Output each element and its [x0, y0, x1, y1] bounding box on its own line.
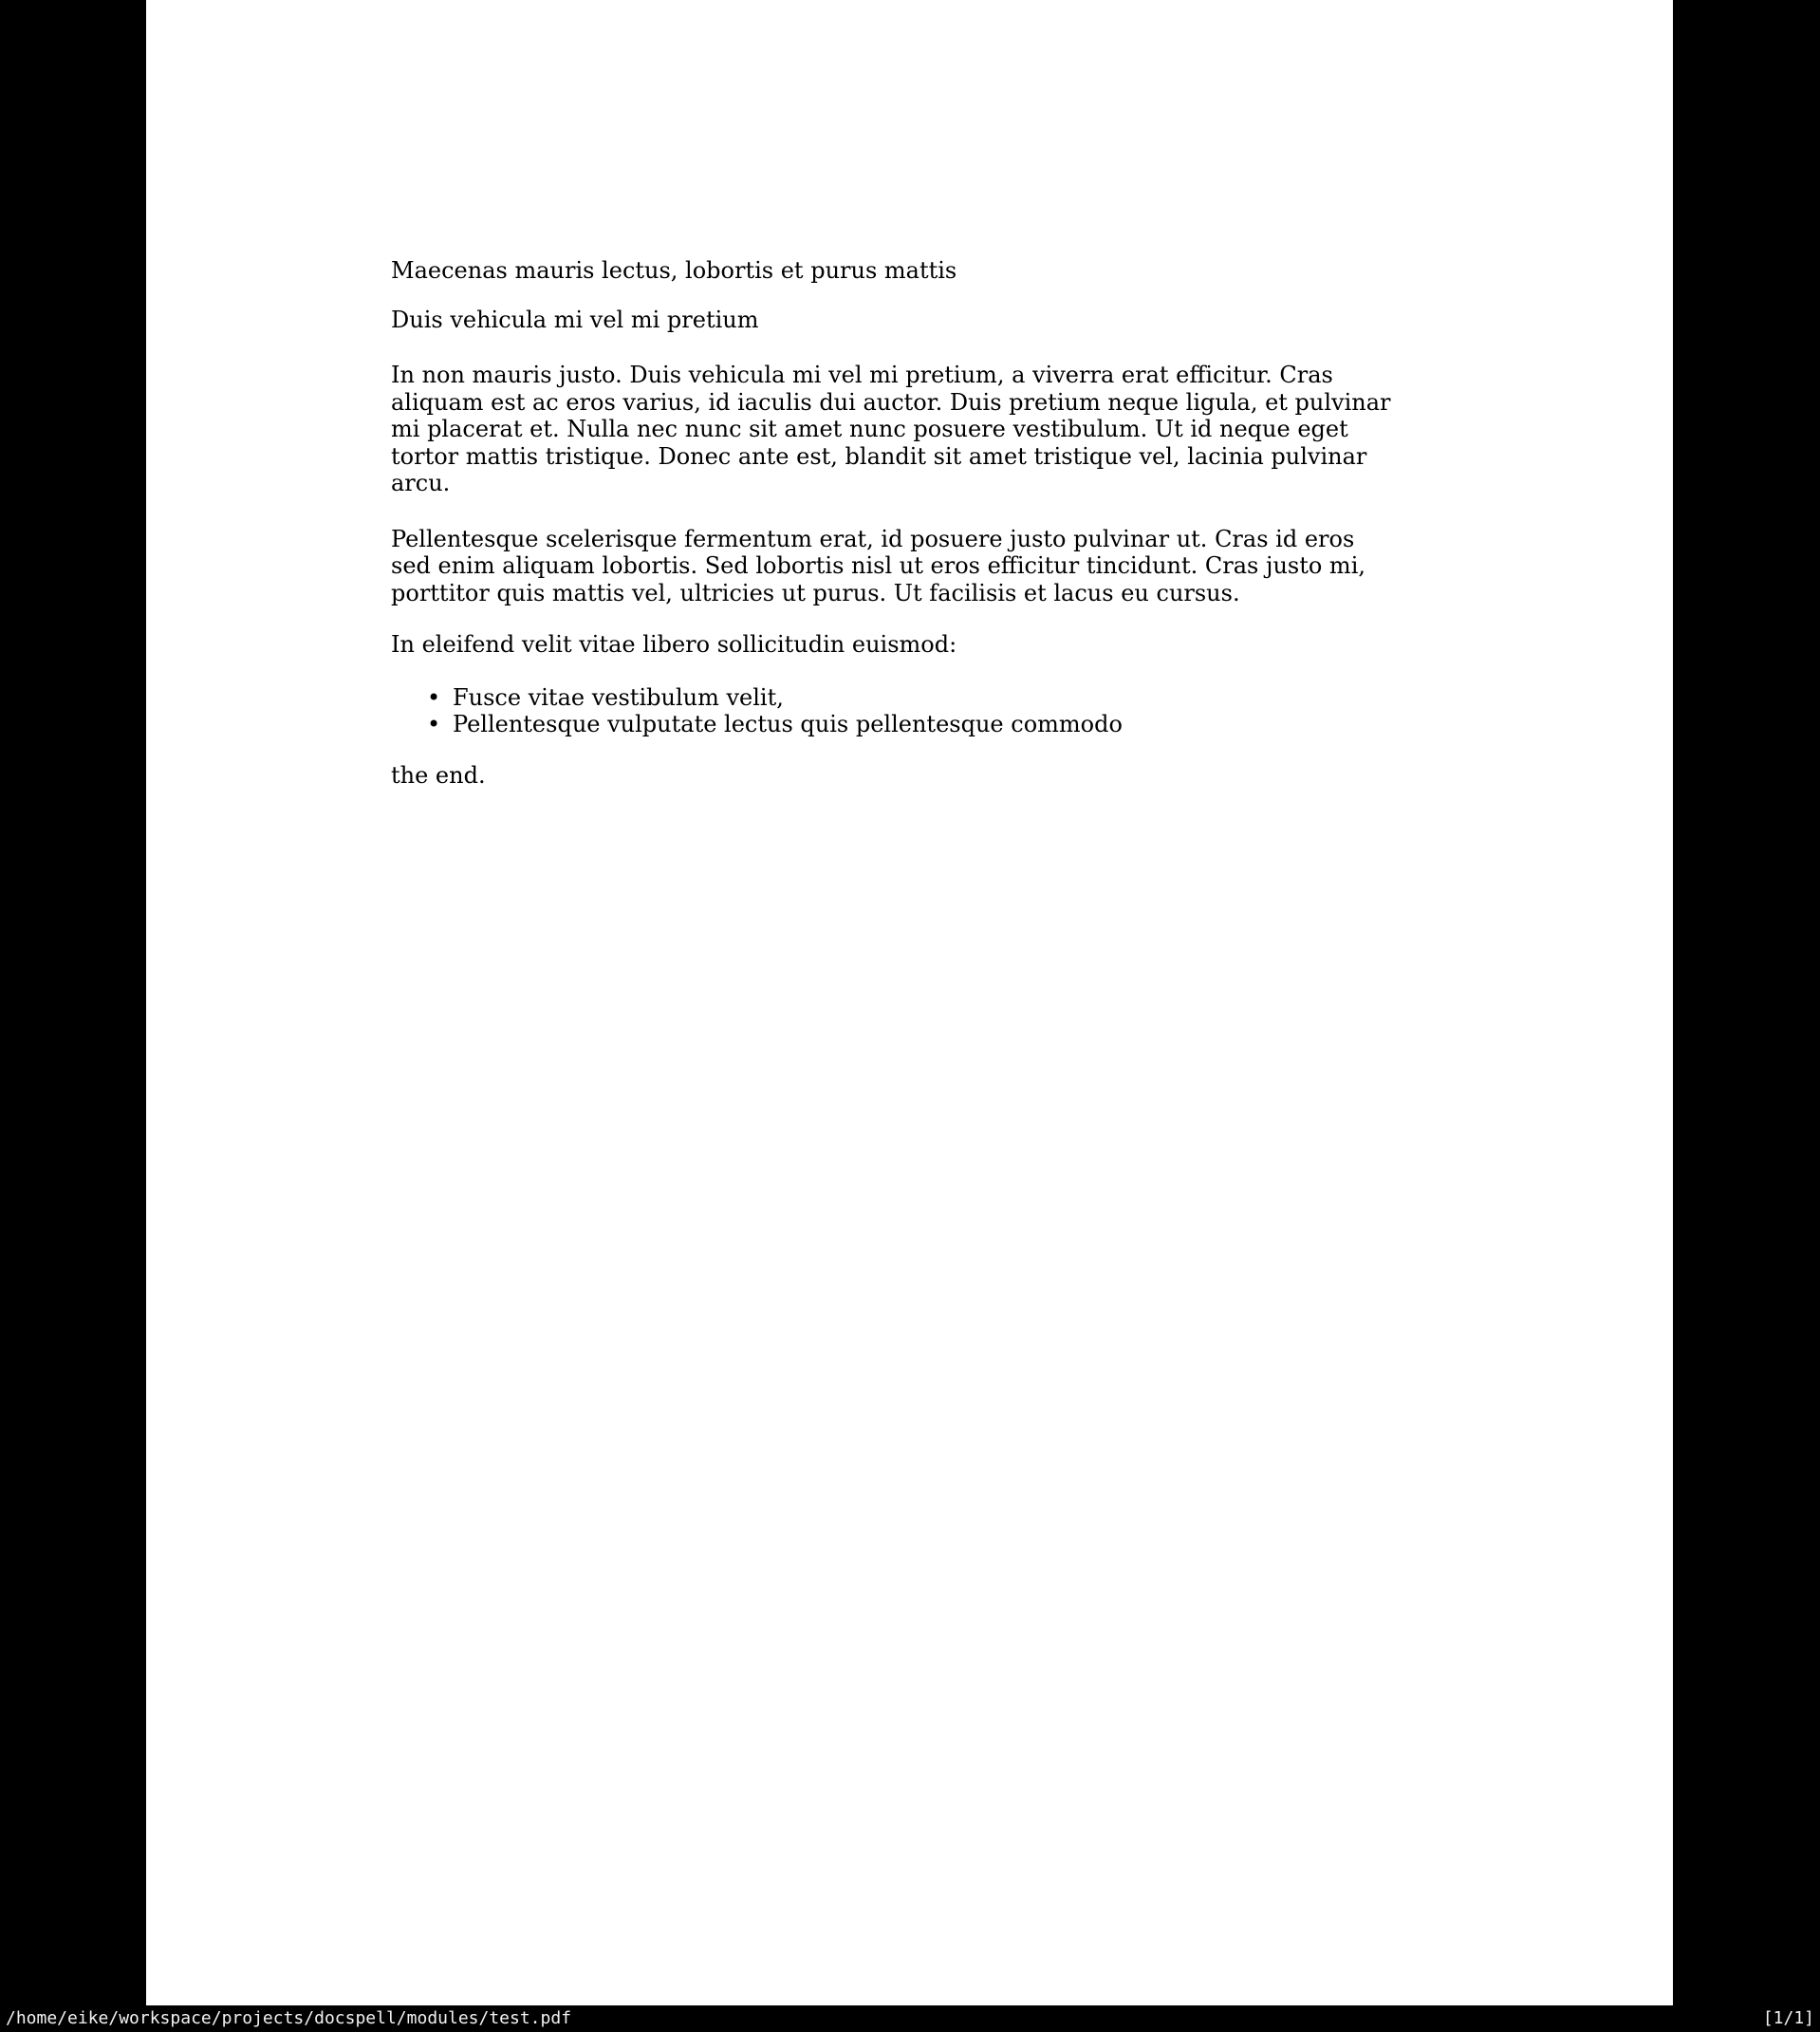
document-content — [391, 257, 1530, 789]
paragraph-line: aliquam est ac eros varius, id iaculis dui auctor. Duis pretium neque ligula, et pulvinar — [391, 388, 1391, 416]
paragraph-line: tortor mattis tristique. Donec ante est, blandit sit amet tristique vel, lacinia pulvinar — [391, 442, 1367, 470]
statusbar — [0, 2005, 1820, 2032]
statusbar-page-indicator: [1/1] — [1762, 2008, 1814, 2028]
doc-list-intro — [391, 631, 1530, 659]
doc-heading-2-text: Duis vehicula mi vel mi pretium — [391, 306, 759, 333]
doc-closing-text: the end. — [391, 761, 486, 789]
doc-paragraph-2 — [391, 526, 1530, 607]
pdf-page[interactable] — [146, 0, 1673, 2005]
paragraph-line: sed enim aliquam lobortis. Sed lobortis nisl ut eros efficitur tincidunt. Cras justo mi, — [391, 552, 1365, 579]
paragraph-line: Pellentesque scelerisque fermentum erat, id posuere justo pulvinar ut. Cras id eros — [391, 525, 1355, 552]
bullet-item: • Pellentesque vulputate lectus quis pellentesque commodo — [427, 711, 1530, 738]
paragraph-line: In non mauris justo. Duis vehicula mi vel mi pretium, a viverra erat efficitur. Cras — [391, 362, 1333, 388]
doc-heading-2 — [391, 307, 1530, 334]
paragraph-line: arcu. — [391, 470, 451, 496]
doc-list-intro-text: In eleifend velit vitae libero sollicitudin euismod: — [391, 631, 957, 658]
doc-closing — [391, 762, 1530, 790]
bullet-item: • Fusce vitae vestibulum velit, — [427, 684, 1530, 712]
doc-heading-1 — [391, 257, 1530, 285]
statusbar-file-path: /home/eike/workspace/projects/docspell/modules/test.pdf — [6, 2008, 572, 2028]
doc-heading-1-text: Maecenas mauris lectus, lobortis et purus mattis — [391, 257, 957, 284]
paragraph-line: porttitor quis mattis vel, ultricies ut purus. Ut facilisis et lacus eu cursus. — [391, 579, 1240, 606]
doc-bullet-list — [391, 684, 1530, 738]
doc-paragraph-1 — [391, 362, 1530, 497]
paragraph-line: mi placerat et. Nulla nec nunc sit amet nunc posuere vestibulum. Ut id neque eget — [391, 416, 1348, 442]
